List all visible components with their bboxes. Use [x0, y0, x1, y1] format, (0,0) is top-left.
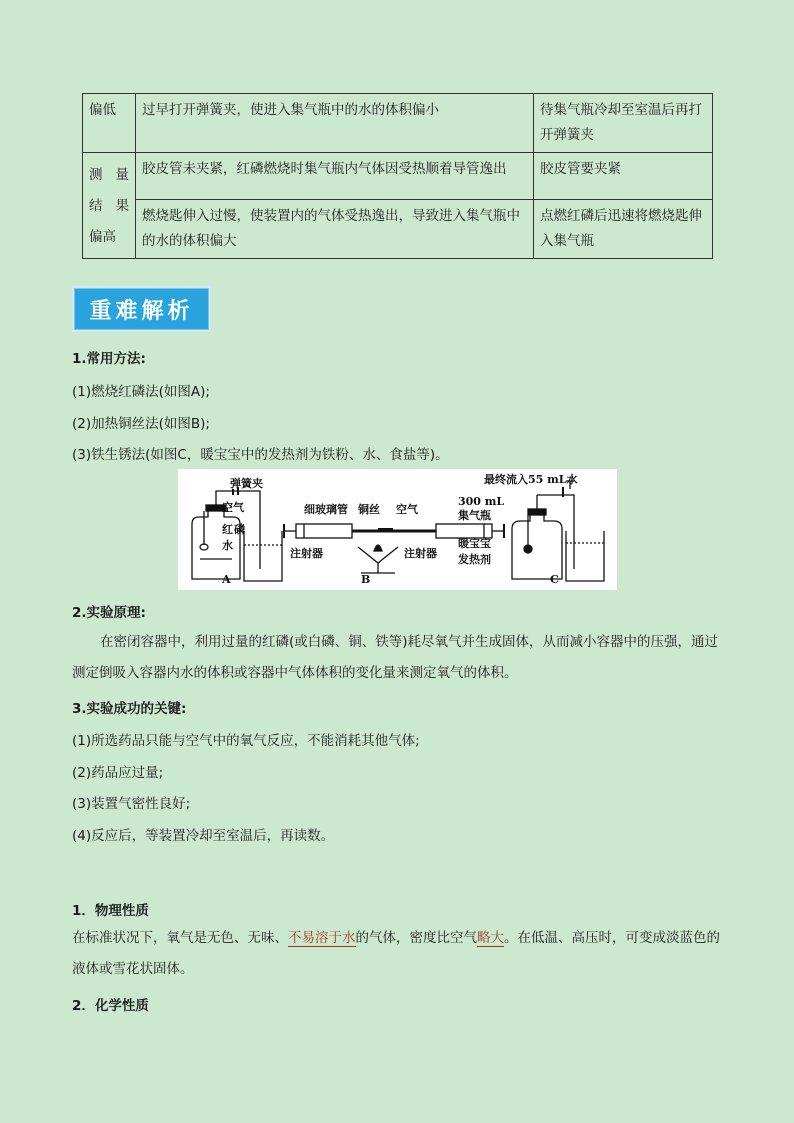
table-cell: 偏低: [83, 94, 136, 153]
merged-label-char: 果: [115, 198, 129, 214]
list-item: (3)装置气密性良好;: [72, 796, 191, 812]
figure-label: 空气: [222, 501, 244, 514]
merged-label-char: 量: [115, 167, 129, 183]
text-run: 。在低温、高压时，可变成淡蓝色的液体或雪花状固体。: [72, 930, 720, 977]
paragraph: [72, 923, 722, 985]
merged-label-char: 测: [89, 167, 103, 183]
section-banner: 重难解析: [72, 286, 211, 332]
text-run: 的气体，密度比空气: [355, 930, 477, 946]
figure-label: 空气: [396, 503, 418, 516]
table-cell: 燃烧匙伸入过慢，使装置内的气体受热逸出，导致进入集气瓶中的水的体积偏大: [136, 200, 534, 259]
table-row: [83, 94, 713, 153]
figure-label: C: [550, 573, 559, 586]
table-cell: 胶皮管要夹紧: [534, 153, 713, 200]
fill-in-answer: 不易溶于水: [288, 930, 356, 946]
section-title: 3.实验成功的关键:: [72, 701, 187, 717]
paragraph: 在密闭容器中，利用过量的红磷(或白磷、铜、铁等)耗尽氧气并生成固体，从而减小容器中的压强，通过测定倒吸入容器内水的体积或容器中气体体积的变化量来测定氧气的体积。: [72, 634, 719, 681]
figure-label: 弹簧夹: [230, 477, 263, 490]
table-row: [83, 153, 713, 200]
table-cell: 胶皮管未夹紧，红磷燃烧时集气瓶内气体因受热顺着导管逸出: [136, 153, 534, 200]
figure-label: B: [361, 573, 371, 586]
section-title: 1.常用方法:: [72, 351, 146, 367]
apparatus-diagram: [178, 469, 617, 590]
list-item: (4)反应后，等装置冷却至室温后，再读数。: [72, 828, 335, 844]
figure-label: 铜丝: [358, 503, 380, 516]
figure-label: 注射器: [290, 547, 323, 560]
table-row: [83, 200, 713, 259]
figure-label: 磷: [234, 523, 245, 536]
list-item: (2)药品应过量;: [72, 765, 164, 781]
figure-label: 发热剂: [458, 553, 491, 566]
fill-in-answer: 略大: [477, 930, 504, 946]
list-item: (1)所选药品只能与空气中的氧气反应，不能消耗其他气体;: [72, 733, 420, 749]
merged-label-char: 偏高: [89, 229, 116, 245]
figure-label: 最终流入55 mL水: [484, 473, 578, 486]
figure-label: 细玻璃管: [304, 503, 348, 516]
merged-label-cell: [83, 153, 136, 259]
figure-label: 暖宝宝: [458, 537, 491, 550]
figure-label: 300 mL: [458, 495, 505, 508]
figure-label: 注射器: [404, 547, 437, 560]
figure-label: 水: [222, 539, 233, 552]
list-item: (3)铁生锈法(如图C，暖宝宝中的发热剂为铁粉、水、食盐等)。: [72, 447, 449, 463]
experiment-figure: [178, 469, 617, 590]
list-item: (1)燃烧红磷法(如图A);: [72, 384, 210, 400]
error-analysis-table: [82, 93, 713, 259]
figure-label: A: [222, 573, 231, 586]
section-title: 2．化学性质: [72, 998, 149, 1014]
merged-label-char: 结: [89, 198, 103, 214]
section-title: 2.实验原理:: [72, 605, 146, 621]
list-item: (2)加热铜丝法(如图B);: [72, 416, 210, 432]
section-title: 1．物理性质: [72, 903, 149, 919]
figure-label: 集气瓶: [458, 509, 491, 522]
table-cell: 待集气瓶冷却至室温后再打开弹簧夹: [534, 94, 713, 153]
table-cell: 点燃红磷后迅速将燃烧匙伸入集气瓶: [534, 200, 713, 259]
text-run: 在标准状况下，氧气是无色、无味、: [72, 930, 288, 946]
figure-label: 红: [222, 523, 233, 536]
table-cell: 过早打开弹簧夹，使进入集气瓶中的水的体积偏小: [136, 94, 534, 153]
